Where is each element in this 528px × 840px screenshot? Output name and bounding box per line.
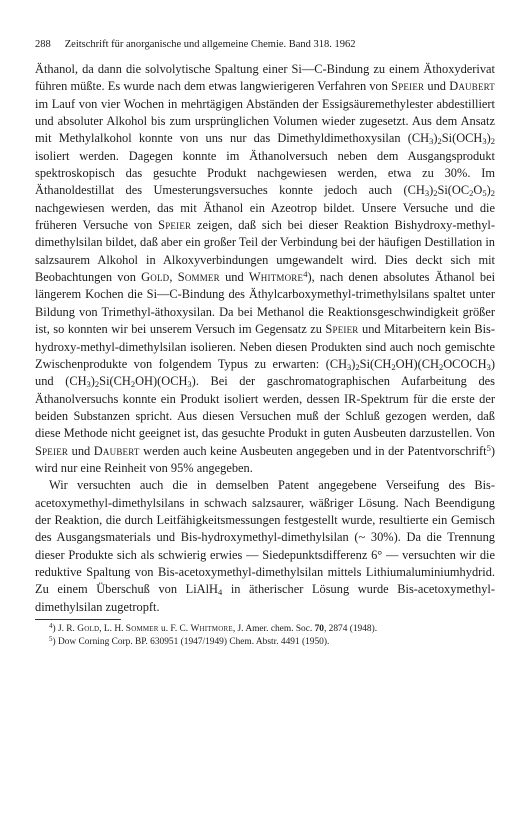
text-run: und: [68, 443, 94, 458]
footnote-mark: 5: [49, 635, 53, 643]
footnote-5: $^5$) Dow Corning Corp. BP. 630951 (1947/1949) Chem. Abstr. 4491 (1950).: [49, 635, 330, 647]
text-run: und: [424, 79, 450, 94]
author-name: Daubert: [93, 443, 140, 458]
text-run: zeigen, daß sich bei dieser Reaktion Bishydroxy-methyl-dimethylsilan bildet, daß aber ein großer Teil der Verbindung bei der häufigen Destillation in salzsaurem Alkohol in Alkoxyverbindungen umgewandelt wird. Dies deckt sich mit Beobachtungen von: [35, 218, 495, 285]
text-run: im Lauf von vier Wochen in mehrtägigen Abständen der Essigsäuremethylester abdestilliert und absoluter Alkohol bis zum ursprünglichen Volumen wieder zugesetzt. Aus dem Ansatz mit Methylalkohol konnte von uns nur das Dimethyldimethoxysilan: [35, 96, 495, 146]
author-name: Speier: [325, 322, 359, 337]
formula: $(CH_3)_2Si(CH_2OH)(CH_2OCOCH_3)$: [325, 356, 495, 372]
author-name: Speier: [158, 218, 192, 233]
journal-title: Zeitschrift für anorganische und allgemeine Chemie. Band 318. 1962: [64, 39, 356, 50]
author-name: Gold: [141, 270, 170, 285]
formula: $(CH_3)_2Si(OC_2O_5)_2$: [403, 183, 495, 199]
author-name: Sommer: [177, 270, 220, 285]
paragraph: [35, 477, 495, 616]
text-run: . Bei der gaschromatographischen Aufarbeitung des Äthanolversuchs konnte ein Produkt isoliert werden, dessen IR-Spektrum für die erste der beiden Substanzen spricht. Aus diesen Versuchen muß der Schluß gezogen werden, daß diese Methode nicht geeignet ist, das gesuchte Produkt in guten Ausbeuten darzustellen. Von: [35, 374, 495, 441]
text-run: und: [35, 374, 66, 389]
text-run: und: [219, 270, 249, 285]
text-run: werden auch keine Ausbeuten angegeben und in der Patentvorschrift: [139, 443, 487, 458]
formula: LiAlH$_4$: [185, 582, 223, 598]
text-run: ) wird nur eine Reinheit von 95% angegeben.: [35, 443, 495, 475]
paragraph: [35, 61, 495, 477]
text-run: ,: [169, 270, 178, 285]
footnote-4: $^4$) J. R. Gold, L. H. Sommer u. F. C. Whitmore, J. Amer. chem. Soc. 70, 2874 (1948).: [49, 622, 378, 634]
text-run: Äthanol, da dann die solvolytische Spaltung einer Si—C-Bindung zu einem Äthoxyderivat führen müßte. Es wurde nach dem etwas langwierigeren Verfahren von: [35, 62, 495, 94]
text-run: ), nach denen absolutes Äthanol bei längerem Kochen die Si—C-Bindung des Äthylcarboxymethyl-trimethylsilans spaltet unter Bildung von Trimethyl-äthoxysilan. Da bei Methanol die Reaktionsgeschwindigkeit größer ist, so konnten wir bei unserem Versuch im Gegensatz zu: [35, 270, 496, 337]
body-text: [35, 61, 495, 616]
footnote-divider: [35, 619, 121, 620]
text-run: nachgewiesen werden, das mit Äthanol ein Azeotrop bildet. Unsere Versuche und die früheren Versuche von: [35, 200, 495, 233]
footnote-ref-4[interactable]: 4: [303, 269, 308, 280]
footnote-mark: 4: [49, 622, 53, 630]
text-run: in ätherischer Lösung wurde Bis-acetoxymethyl-dimethylsilan zugetropft.: [35, 582, 495, 614]
text-run: Wir versuchten auch die in demselben Patent angegebene Verseifung des Bis-acetoxymethyl-dimethylsilans in schwach salzsaurer, wäßriger Lösung. Nach Beendigung der Reaktion, die durch Leitfähigkeitsmessungen festgestellt wurde, resultierte ein Gemisch des Ausgangsmaterials und Bis-hydroxymethyl-dimethylsilan (~ 30%). Da die Trennung dieser Produkte sich als schwierig erwies — Siedepunktsdifferenz 6° — versuchten wir die reduktive Spaltung von Bis-acetoxymethyl-dimethylsilan mittels Lithiumaluminiumhydrid. Zu einem Überschuß von: [35, 478, 495, 597]
running-header: [35, 38, 495, 52]
author-name: Speier: [391, 79, 425, 94]
text-run: isoliert werden. Dagegen konnte im Äthanolversuch neben dem Ausgangsprodukt spektroskopisch das gesuchte Produkt nachgewiesen werden, etwa zu 30%. Im Äthanoldestillat des Umesterungsversuches konnte jedoch auch: [35, 148, 495, 198]
author-name: Daubert: [449, 79, 495, 94]
author-name: Speier: [35, 443, 69, 458]
author-name: Whitmore: [248, 270, 304, 285]
formula: $(CH_3)_2Si(CH_2OH)(OCH_3)$: [65, 374, 196, 390]
text-run: und Mitarbeitern kein Bis-hydroxy-methyl-dimethylsilan isolieren. Neben diesen Produkten sind auch noch gemischte Zwischenprodukte von folgendem Typus zu erwarten:: [35, 322, 495, 371]
footnotes: [35, 623, 495, 649]
formula: $(CH_3)_2Si(OCH_3)_2$: [407, 131, 495, 147]
footnote-ref-5[interactable]: 5: [486, 442, 491, 453]
page-number: 288: [35, 39, 51, 50]
